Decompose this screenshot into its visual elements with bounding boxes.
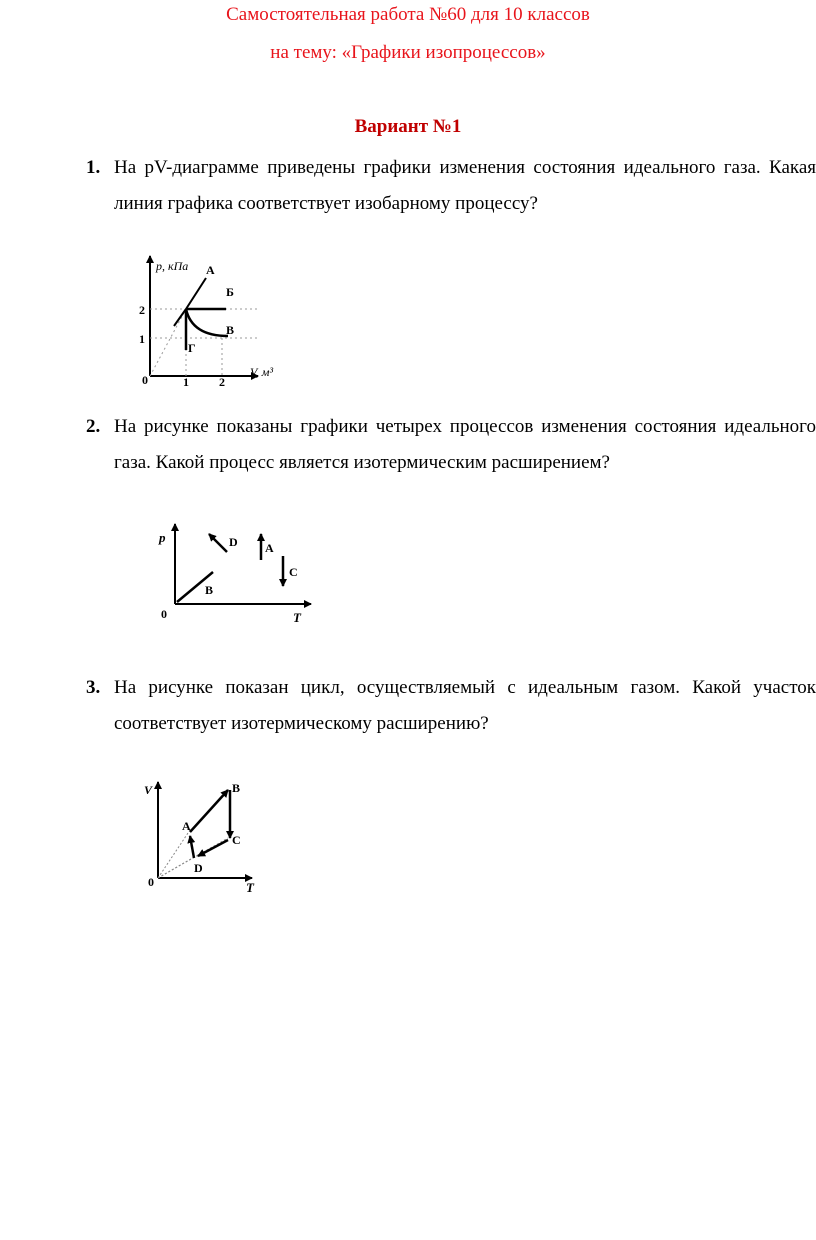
question-3 (86, 670, 816, 742)
line-a (186, 278, 206, 309)
process-label-b: B (205, 583, 214, 597)
line-label-a: А (206, 263, 215, 277)
question-text: На рисунке показаны графики четырех процессов изменения состояния идеального газа. Какой процесс является изотермическим расширением? (114, 416, 816, 473)
question-1 (86, 150, 816, 222)
segment-ab (190, 790, 228, 832)
worksheet-title: Самостоятельная работа №60 для 10 классов (226, 4, 590, 25)
question-number: 3. (86, 677, 101, 698)
question-number: 2. (86, 416, 101, 437)
point-label-c: C (232, 833, 241, 847)
x-axis-label: T (293, 610, 301, 625)
point-label-a: A (182, 819, 191, 833)
worksheet-topic: на тему: «Графики изопроцессов» (270, 42, 546, 63)
x-tick-label: 2 (219, 375, 225, 389)
isobar-oa (158, 830, 190, 878)
vt-cycle-diagram (140, 776, 270, 896)
isobar-od (158, 856, 196, 878)
x-axis-label: V, м³ (250, 365, 274, 379)
line-v (186, 309, 228, 336)
point-label-d: D (194, 861, 203, 875)
point-label-b: B (232, 781, 241, 795)
question-text: На pV-диаграмме приведены графики изменения состояния идеального газа. Какая линия графика соответствует изобарному процессу? (114, 157, 816, 214)
line-label-b: Б (226, 285, 234, 299)
y-axis-label: V (144, 783, 153, 797)
pv-diagram (130, 250, 300, 390)
origin-label: 0 (148, 875, 154, 889)
line-a-ext (174, 309, 186, 326)
y-tick-label: 1 (139, 332, 145, 346)
line-label-g: Г (188, 341, 196, 355)
line-label-v: В (226, 323, 235, 337)
process-label-c: C (289, 565, 298, 579)
origin-label: 0 (142, 373, 148, 387)
process-label-a: A (265, 541, 274, 555)
y-axis-label: p (159, 530, 166, 545)
question-number: 1. (86, 157, 101, 178)
process-label-d: D (229, 535, 238, 549)
extension-line (150, 309, 186, 376)
x-axis-label: T (246, 880, 254, 895)
x-tick-label: 1 (183, 375, 189, 389)
question-2 (86, 409, 816, 481)
variant-heading: Вариант №1 (354, 116, 462, 137)
pt-diagram (155, 518, 325, 628)
question-text: На рисунке показан цикл, осуществляемый с идеальным газом. Какой участок соответствует изотермическому расширению? (114, 677, 816, 734)
segment-cd (198, 840, 228, 856)
y-tick-label: 2 (139, 303, 145, 317)
y-axis-label: p, кПа (156, 259, 189, 273)
origin-label: 0 (161, 607, 167, 621)
segment-da (190, 836, 194, 858)
process-d-arrow (209, 534, 227, 552)
